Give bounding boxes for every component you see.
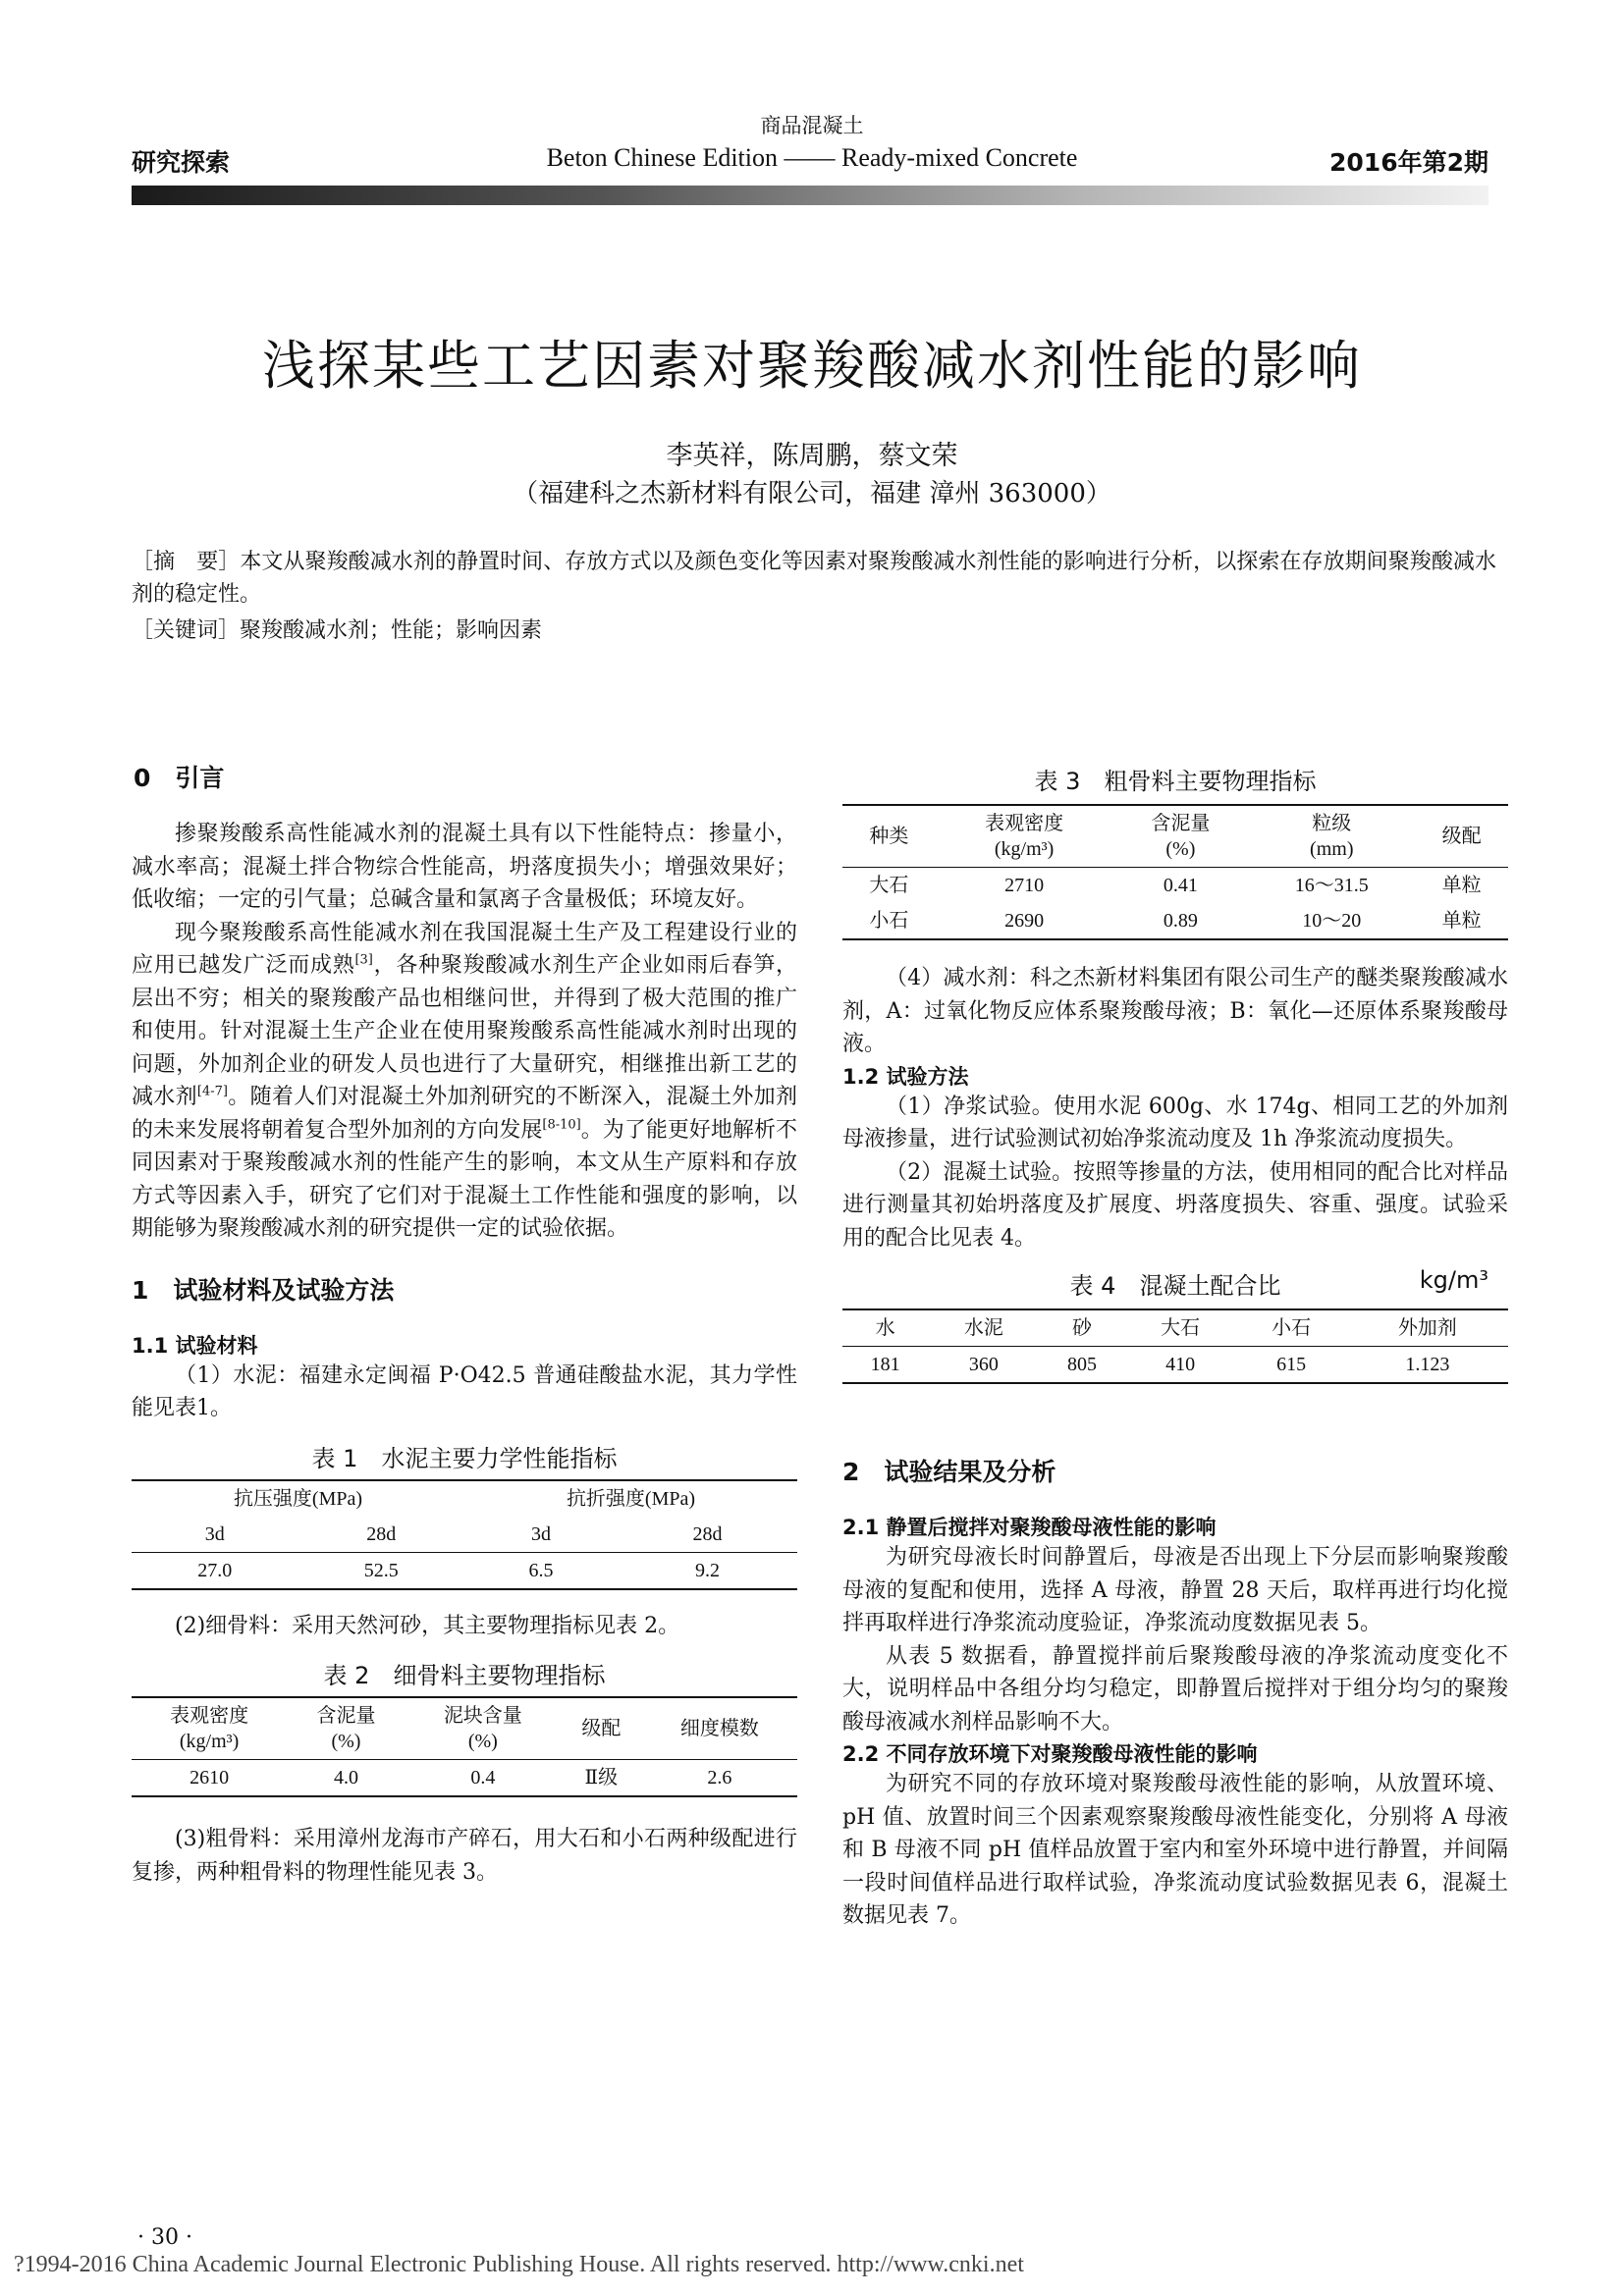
intro-paragraph-1: 掺聚羧酸系高性能减水剂的混凝土具有以下性能特点：掺量小，减水率高；混凝土拌合物综合性能高，坍落度损失小；增强效果好；低收缩；一定的引气量；总碱含量和氯离子含量极低；环境友好。	[132, 822, 797, 912]
table-header: 粒级 (mm)	[1248, 805, 1415, 868]
table-header: 表观密度 (kg/m³)	[936, 805, 1113, 868]
page-number: · 30 ·	[137, 2225, 192, 2250]
table-4	[842, 1308, 1508, 1384]
header-gradient-bar	[132, 186, 1489, 205]
table-cell: 27.0	[132, 1552, 298, 1589]
citation[interactable]: [8-10]	[542, 1117, 581, 1133]
table-3-caption: 表 3 粗骨料主要物理指标	[1034, 768, 1317, 795]
journal-edition: Beton Chinese Edition —— Ready-mixed Concrete	[546, 143, 1078, 172]
table-cell: 410	[1125, 1347, 1236, 1384]
table-cell: 4.0	[287, 1760, 406, 1797]
table-cell: 2.6	[642, 1760, 797, 1797]
copyright-notice: ?1994-2016 China Academic Journal Electronic Publishing House. All rights reserved. http://www.cnki.net	[14, 2252, 1024, 2277]
subsection-heading-standing: 2.1 静置后搅拌对聚羧酸母液性能的影响	[842, 1516, 1217, 1539]
section-heading-materials: 1 试验材料及试验方法	[132, 1275, 395, 1305]
admixture-paragraph: （4）减水剂：科之杰新材料集团有限公司生产的醚类聚羧酸减水剂，A：过氧化物反应体系聚羧酸母液；B：氧化—还原体系聚羧酸母液。	[842, 966, 1508, 1056]
table-header: 小石	[1236, 1309, 1347, 1347]
table-header: 水泥	[928, 1309, 1039, 1347]
table-cell: 0.4	[406, 1760, 561, 1797]
table-1	[132, 1479, 797, 1590]
table-4-unit: kg/m³	[1419, 1266, 1489, 1294]
table-cell: 单粒	[1441, 875, 1482, 896]
table-header: 28d	[298, 1517, 464, 1553]
table-header: 28d	[618, 1517, 797, 1553]
section-heading-intro: 0 引言	[134, 764, 225, 792]
table-1-caption: 表 1 水泥主要力学性能指标	[311, 1444, 618, 1472]
table-header: 抗折强度(MPa)	[464, 1480, 797, 1517]
author-list: 李英祥，陈周鹏，蔡文荣	[666, 441, 958, 471]
table-header: 大石	[1125, 1309, 1236, 1347]
table-header: 水	[842, 1309, 928, 1347]
table-cell: 2690	[936, 903, 1113, 939]
table-cell: 1.123	[1347, 1347, 1508, 1384]
table-header: 泥块含量 (%)	[406, 1697, 561, 1760]
table-header: 种类	[842, 805, 936, 868]
table-row	[842, 903, 1508, 939]
table-header: 外加剂	[1347, 1309, 1508, 1347]
section-heading-results: 2 试验结果及分析	[842, 1458, 1056, 1486]
standing-paragraph-2: 从表 5 数据看，静置搅拌前后聚羧酸母液的净浆流动度变化不大，说明样品中各组分均匀稳定，即静置后搅拌对于组分均匀的聚羧酸母液减水剂样品影响不大。	[842, 1643, 1508, 1735]
table-cell: 805	[1039, 1347, 1124, 1384]
table-cell: 单粒	[1415, 903, 1508, 939]
table-cell: 10～20	[1248, 903, 1415, 939]
table-header: 级配	[1415, 805, 1508, 868]
table-header: 3d	[464, 1517, 618, 1553]
table-cell: 2610	[132, 1760, 287, 1797]
concrete-test-paragraph: （2）混凝土试验。按照等掺量的方法，使用相同的配合比对样品进行测量其初始坍落度及扩展度、坍落度损失、容重、强度。试验采用的配合比见表 4。	[842, 1159, 1508, 1251]
table-header: 级配	[561, 1697, 642, 1760]
issue-label: 2016年第2期	[1329, 148, 1489, 177]
keywords: ［关键词］聚羧酸减水剂；性能；影响因素	[132, 618, 543, 643]
table-cell: 2710	[1004, 875, 1045, 896]
abstract: ［摘 要］本文从聚羧酸减水剂的静置时间、存放方式以及颜色变化等因素对聚羧酸减水剂性能的影响进行分析，以探索在存放期间聚羧酸减水剂的稳定性。	[132, 550, 1496, 607]
cement-paragraph: （1）水泥：福建永定闽福 P·O42.5 普通硅酸盐水泥，其力学性能见表1。	[132, 1362, 797, 1420]
table-cell: 0.89	[1113, 903, 1249, 939]
subsection-heading-storage: 2.2 不同存放环境下对聚羧酸母液性能的影响	[842, 1742, 1258, 1766]
coarse-aggregate-paragraph: (3)粗骨料：采用漳州龙海市产碎石，用大石和小石两种级配进行复掺，两种粗骨料的物理性能见表 3。	[132, 1827, 797, 1885]
paper-title: 浅探某些工艺因素对聚羧酸减水剂性能的影响	[262, 335, 1362, 397]
table-2	[132, 1696, 797, 1797]
citation[interactable]: [4-7]	[196, 1084, 228, 1099]
intro-paragraph-2: 现今聚羧酸系高性能减水剂在我国混凝土生产及工程建设行业的应用已越发广泛而成熟[3]，各种聚羧酸减水剂生产企业如雨后春笋，层出不穷；相关的聚羧酸产品也相继问世，并得到了极大范围的推广和使用。针对混凝土生产企业在使用聚羧酸系高性能减水剂时出现的问题，外加剂企业的研发人员也进行了大量研究，相继推出新工艺的减水剂[4-7]。随着人们对混凝土外加剂研究的不断深入，混凝土外加剂的未来发展将朝着复合型外加剂的方向发展[8-10]。为了能更好地解析不同因素对于聚羧酸减水剂的性能产生的影响，本文从生产原料和存放方式等因素入手，研究了它们对于混凝土工作性能和强度的影响，以期能够为聚羧酸减水剂的研究提供一定的试验依据。	[132, 920, 797, 1241]
subsection-heading-materials: 1.1 试验材料	[132, 1333, 258, 1358]
table-header: 砂	[1039, 1309, 1124, 1347]
table-cell: 小石	[842, 903, 936, 939]
affiliation: （福建科之杰新材料有限公司，福建 漳州 363000）	[513, 479, 1111, 508]
left-column	[132, 759, 797, 1889]
standing-paragraph-1: 为研究母液长时间静置后，母液是否出现上下分层而影响聚羧酸母液的复配和使用，选择 A 母液，静置 28 天后，取样再进行均化搅拌再取样进行净浆流动度验证，净浆流动度数据见表 5。	[842, 1545, 1508, 1635]
table-header: 含泥量 (%)	[1113, 805, 1249, 868]
storage-paragraph: 为研究不同的存放环境对聚羧酸母液性能的影响，从放置环境、pH 值、放置时间三个因素观察聚羧酸母液性能变化，分别将 A 母液和 B 母液不同 pH 值样品放置于室内和室外环境中进行静置，并间隔一段时间值样品进行取样试验，净浆流动度试验数据见表 6，混凝土数据见表 7。	[842, 1772, 1508, 1928]
table-header: 含泥量 (%)	[287, 1697, 406, 1760]
table-4-caption: 表 4 混凝土配合比	[1069, 1272, 1281, 1300]
table-header: 细度模数	[642, 1697, 797, 1760]
table-cell: 6.5	[464, 1552, 618, 1589]
citation[interactable]: [3]	[354, 952, 373, 968]
table-cell: 0.41	[1163, 875, 1198, 896]
table-cell: 9.2	[618, 1552, 797, 1589]
table-header: 表观密度 (kg/m³)	[132, 1697, 287, 1760]
table-3	[842, 804, 1508, 940]
section-label: 研究探索	[132, 148, 231, 177]
journal-name: 商品混凝土	[760, 114, 864, 137]
table-2-caption: 表 2 细骨料主要物理指标	[323, 1662, 606, 1689]
table-cell: 615	[1236, 1347, 1347, 1384]
table-header: 3d	[132, 1517, 298, 1553]
table-cell: 大石	[869, 875, 909, 896]
fine-aggregate-paragraph: (2)细骨料：采用天然河砂，其主要物理指标见表 2。	[175, 1613, 680, 1638]
table-cell: 181	[842, 1347, 928, 1384]
table-header: 抗压强度(MPa)	[132, 1480, 464, 1517]
table-cell: Ⅱ级	[561, 1760, 642, 1797]
right-column	[842, 762, 1508, 1933]
subsection-heading-methods: 1.2 试验方法	[842, 1064, 969, 1089]
table-cell: 360	[928, 1347, 1039, 1384]
table-cell: 16～31.5	[1294, 875, 1369, 896]
paste-test-paragraph: （1）净浆试验。使用水泥 600g、水 174g、相同工艺的外加剂母液掺量，进行试验测试初始净浆流动度及 1h 净浆流动度损失。	[842, 1094, 1508, 1151]
table-cell: 52.5	[298, 1552, 464, 1589]
table-row	[842, 868, 1508, 904]
